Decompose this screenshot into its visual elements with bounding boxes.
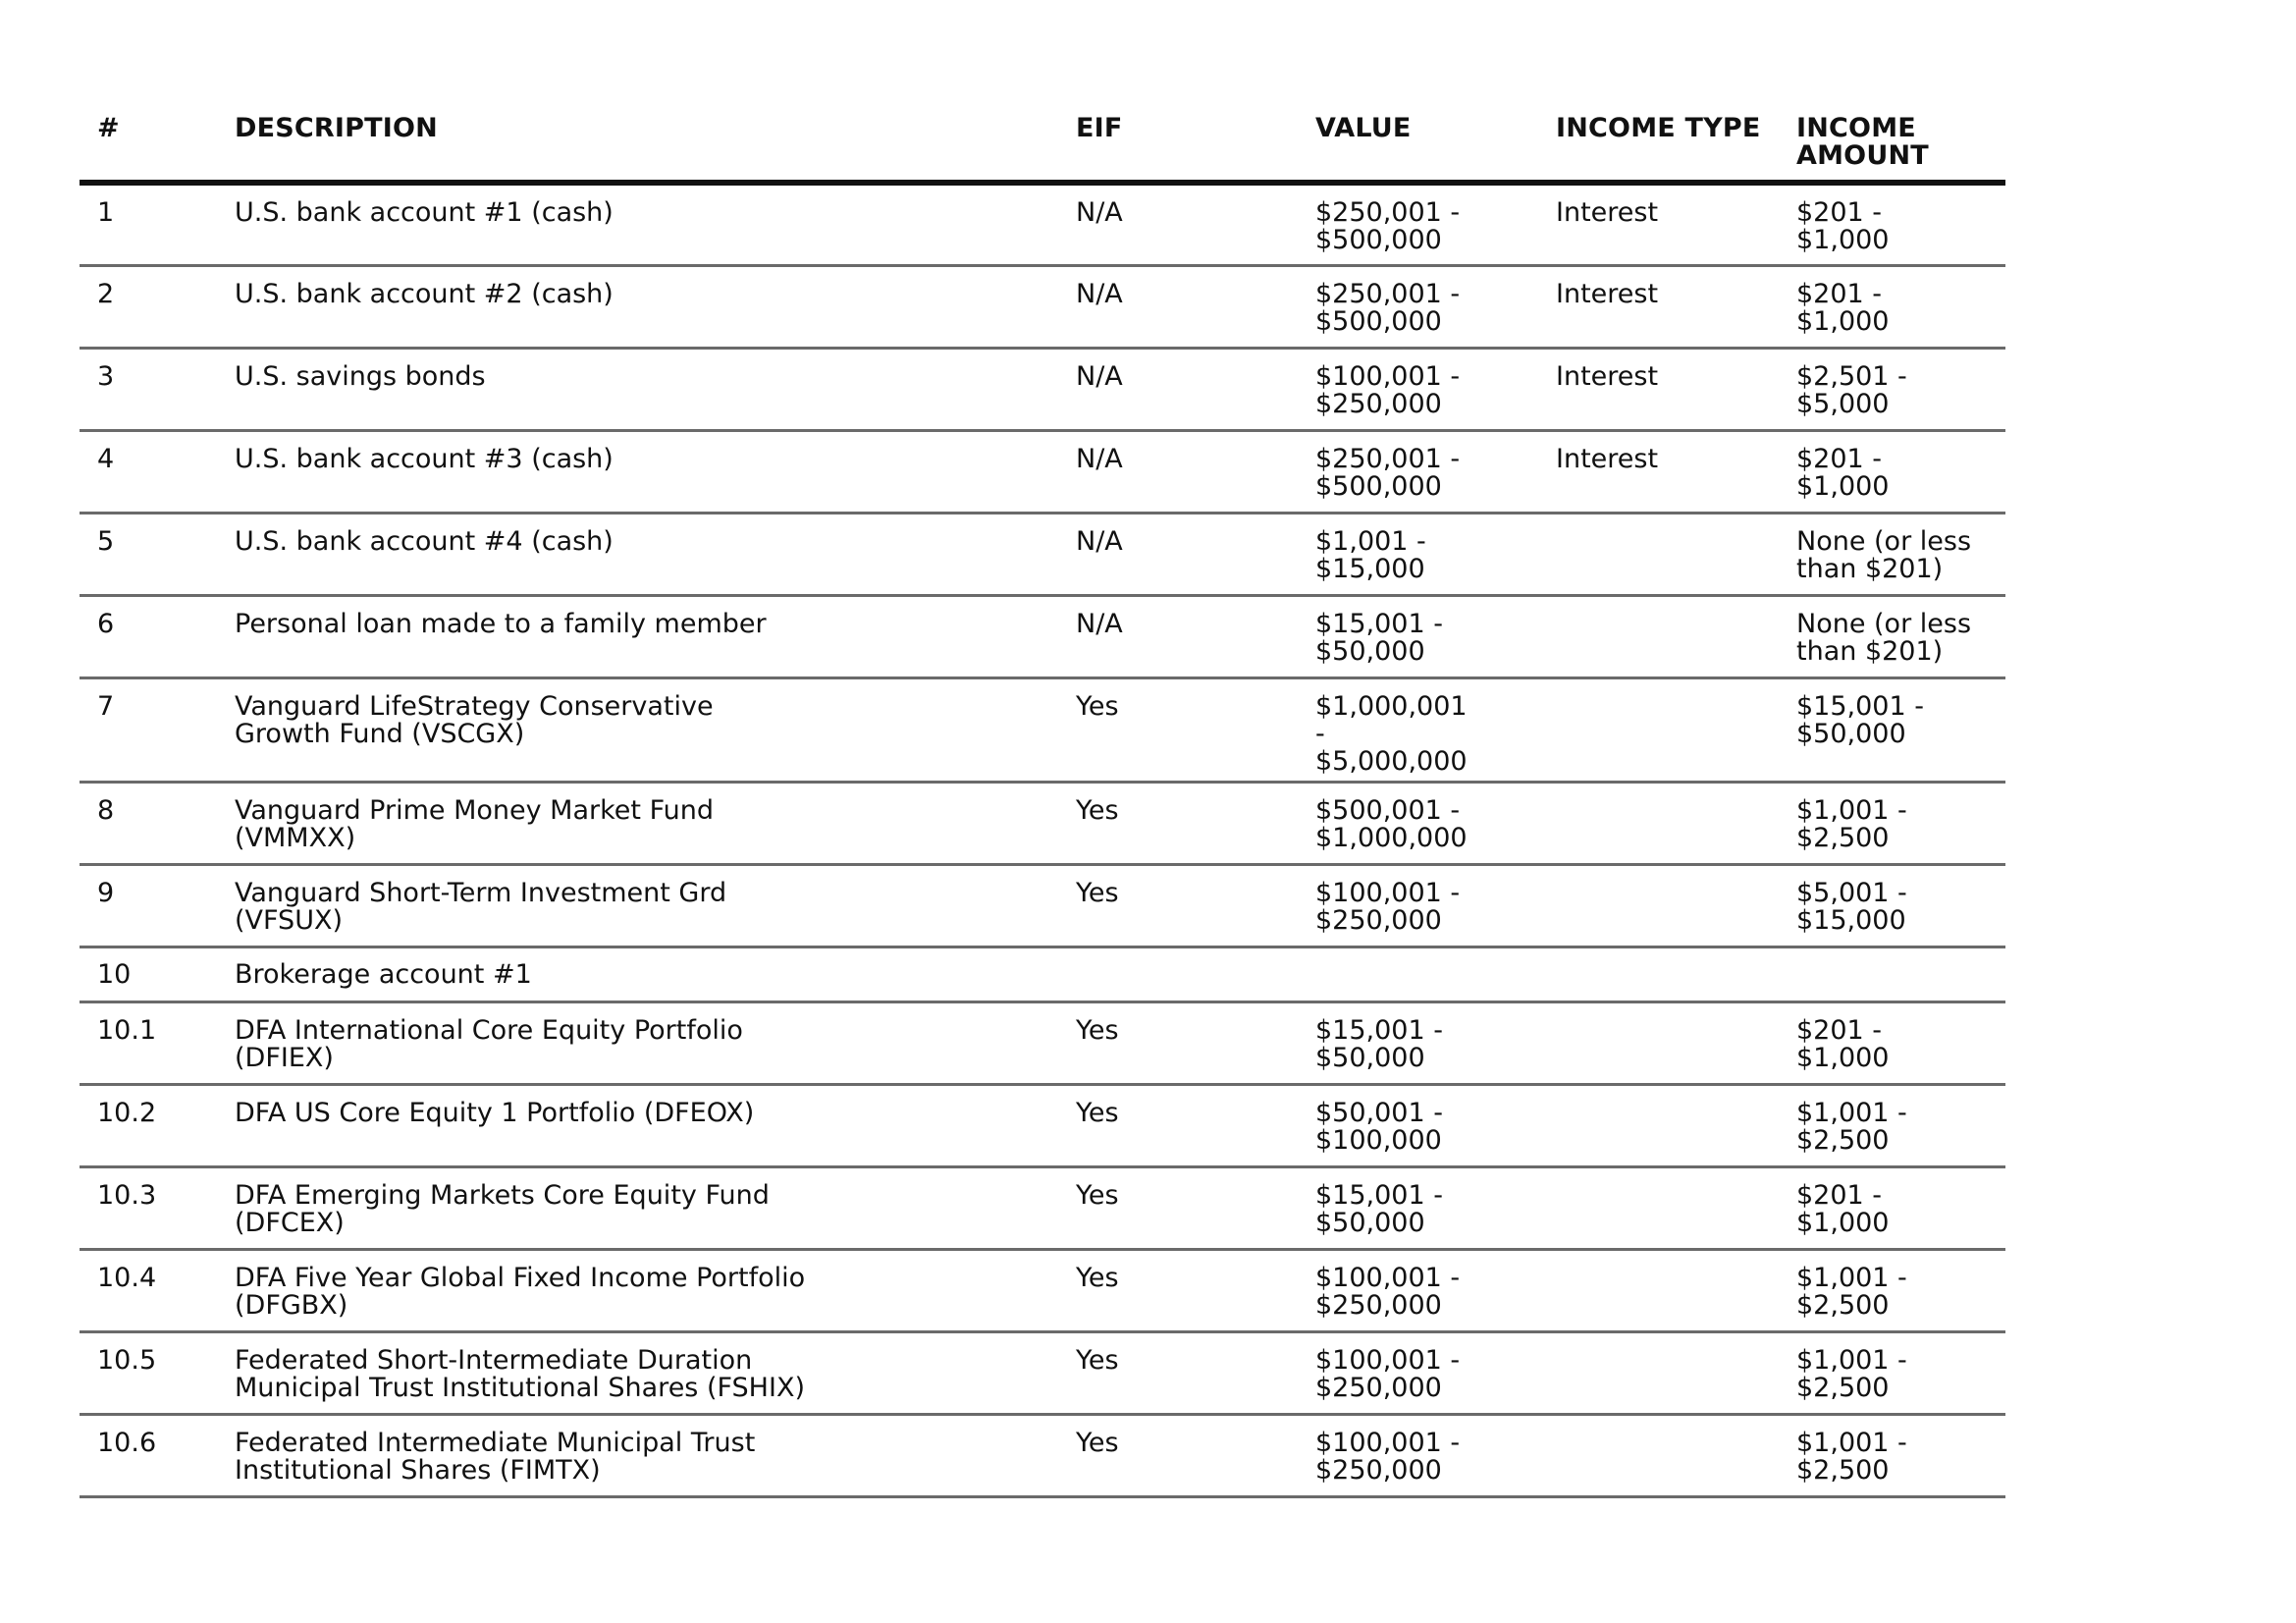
cell-value: [1298, 782, 1538, 864]
cell-income-type: [1538, 595, 1779, 677]
table-row: [80, 1166, 2005, 1249]
cell-description-text: Vanguard Short-Term Investment Grd (VFSUX): [235, 877, 727, 936]
cell-income-amount-text: $1,001 - $2,500: [1796, 1344, 1907, 1403]
cell-value: [1298, 677, 1538, 782]
cell-income-amount: [1779, 265, 2005, 348]
cell-income-type: [1538, 1249, 1779, 1331]
cell-eif: [1058, 513, 1298, 595]
cell-value-text: $15,001 - $50,000: [1315, 608, 1443, 667]
cell-value: [1298, 1166, 1538, 1249]
cell-income-amount-text: None (or less than $201): [1796, 525, 1972, 584]
header-income-type: INCOME TYPE: [1538, 108, 1779, 183]
table-body: [80, 183, 2005, 1496]
cell-num-text: 7: [97, 690, 115, 722]
cell-income-type-text: Interest: [1556, 278, 1659, 309]
cell-eif: [1058, 1166, 1298, 1249]
cell-description-text: U.S. bank account #2 (cash): [235, 278, 614, 309]
cell-num: [80, 348, 217, 430]
cell-num: [80, 1001, 217, 1084]
cell-eif: [1058, 348, 1298, 430]
header-value: VALUE: [1298, 108, 1538, 183]
cell-income-type: [1538, 1084, 1779, 1166]
cell-num-text: 10.5: [97, 1344, 157, 1376]
cell-eif-text: Yes: [1076, 794, 1119, 826]
table-row: [80, 864, 2005, 947]
cell-num: [80, 595, 217, 677]
header-eif: EIF: [1058, 108, 1298, 183]
cell-eif-text: Yes: [1076, 1427, 1119, 1458]
cell-income-type: [1538, 265, 1779, 348]
cell-income-amount: [1779, 1001, 2005, 1084]
table-row: [80, 348, 2005, 430]
cell-income-amount-text: $2,501 - $5,000: [1796, 360, 1907, 419]
cell-eif-text: Yes: [1076, 1097, 1119, 1128]
header-description: DESCRIPTION: [217, 108, 1058, 183]
table-row: [80, 513, 2005, 595]
cell-eif-text: Yes: [1076, 877, 1119, 908]
cell-value-text: $250,001 - $500,000: [1315, 197, 1461, 255]
cell-value-text: $100,001 - $250,000: [1315, 1262, 1461, 1321]
cell-value: [1298, 430, 1538, 513]
cell-income-amount: [1779, 947, 2005, 1001]
cell-value: [1298, 348, 1538, 430]
cell-num-text: 10: [97, 958, 132, 990]
cell-value: [1298, 1414, 1538, 1496]
cell-description: [217, 1001, 1058, 1084]
cell-num: [80, 513, 217, 595]
cell-num-text: 10.3: [97, 1179, 157, 1211]
cell-value-text: $100,001 - $250,000: [1315, 1344, 1461, 1403]
cell-description: [217, 513, 1058, 595]
cell-value: [1298, 265, 1538, 348]
table-row: [80, 1001, 2005, 1084]
table-row: [80, 677, 2005, 782]
cell-income-type: [1538, 1414, 1779, 1496]
cell-eif-text: Yes: [1076, 1179, 1119, 1211]
cell-description: [217, 348, 1058, 430]
cell-income-amount-text: None (or less than $201): [1796, 608, 1972, 667]
cell-eif-text: Yes: [1076, 690, 1119, 722]
cell-description-text: DFA International Core Equity Portfolio (DFIEX): [235, 1014, 743, 1073]
cell-value: [1298, 947, 1538, 1001]
cell-eif: [1058, 1331, 1298, 1414]
cell-description-text: Vanguard LifeStrategy Conservative Growth Fund (VSCGX): [235, 690, 714, 749]
cell-income-type: [1538, 677, 1779, 782]
cell-income-type: [1538, 1166, 1779, 1249]
cell-value-text: $100,001 - $250,000: [1315, 1427, 1461, 1486]
cell-income-type: [1538, 513, 1779, 595]
cell-income-amount: [1779, 1249, 2005, 1331]
cell-description-text: DFA Five Year Global Fixed Income Portfolio (DFGBX): [235, 1262, 806, 1321]
cell-eif: [1058, 595, 1298, 677]
cell-description: [217, 430, 1058, 513]
cell-num-text: 2: [97, 278, 115, 309]
cell-description-text: Personal loan made to a family member: [235, 608, 767, 639]
cell-income-amount: [1779, 677, 2005, 782]
cell-eif: [1058, 1414, 1298, 1496]
cell-income-amount: [1779, 595, 2005, 677]
cell-num: [80, 947, 217, 1001]
cell-income-type: [1538, 1001, 1779, 1084]
cell-description: [217, 1331, 1058, 1414]
cell-eif: [1058, 265, 1298, 348]
cell-num: [80, 1249, 217, 1331]
holdings-table: [80, 108, 2005, 1498]
cell-num-text: 10.4: [97, 1262, 157, 1293]
cell-value-text: $250,001 - $500,000: [1315, 278, 1461, 337]
cell-eif-text: Yes: [1076, 1014, 1119, 1046]
table-row: [80, 1414, 2005, 1496]
cell-num: [80, 1084, 217, 1166]
cell-num-text: 9: [97, 877, 115, 908]
cell-description: [217, 183, 1058, 265]
cell-eif-text: N/A: [1076, 443, 1123, 474]
cell-num: [80, 864, 217, 947]
cell-eif: [1058, 430, 1298, 513]
header-num: #: [80, 108, 217, 183]
cell-value: [1298, 513, 1538, 595]
cell-num-text: 3: [97, 360, 115, 392]
cell-income-amount: [1779, 1166, 2005, 1249]
cell-num: [80, 1414, 217, 1496]
cell-description-text: DFA Emerging Markets Core Equity Fund (DFCEX): [235, 1179, 770, 1238]
cell-value: [1298, 595, 1538, 677]
cell-num-text: 6: [97, 608, 115, 639]
cell-eif: [1058, 782, 1298, 864]
cell-eif-text: N/A: [1076, 525, 1123, 557]
cell-eif: [1058, 183, 1298, 265]
cell-income-amount: [1779, 1084, 2005, 1166]
cell-value: [1298, 1001, 1538, 1084]
cell-description: [217, 595, 1058, 677]
table-row: [80, 430, 2005, 513]
cell-income-amount-text: $201 - $1,000: [1796, 278, 1890, 337]
cell-description: [217, 864, 1058, 947]
cell-income-amount-text: $201 - $1,000: [1796, 1014, 1890, 1073]
cell-num: [80, 677, 217, 782]
cell-eif: [1058, 1001, 1298, 1084]
table-row: [80, 782, 2005, 864]
cell-eif: [1058, 947, 1298, 1001]
cell-description: [217, 265, 1058, 348]
cell-eif-text: Yes: [1076, 1344, 1119, 1376]
cell-description: [217, 1084, 1058, 1166]
cell-eif: [1058, 677, 1298, 782]
cell-income-type: [1538, 183, 1779, 265]
cell-num-text: 8: [97, 794, 115, 826]
cell-value-text: $100,001 - $250,000: [1315, 360, 1461, 419]
cell-description-text: Federated Short-Intermediate Duration Municipal Trust Institutional Shares (FSHIX): [235, 1344, 805, 1403]
cell-income-type: [1538, 782, 1779, 864]
cell-description-text: U.S. bank account #1 (cash): [235, 197, 614, 228]
cell-income-amount-text: $1,001 - $2,500: [1796, 794, 1907, 853]
cell-description: [217, 1166, 1058, 1249]
cell-value: [1298, 1331, 1538, 1414]
cell-value: [1298, 864, 1538, 947]
cell-eif-text: N/A: [1076, 360, 1123, 392]
cell-value-text: $15,001 - $50,000: [1315, 1179, 1443, 1238]
table-row: [80, 183, 2005, 265]
cell-num: [80, 430, 217, 513]
cell-income-amount-text: $1,001 - $2,500: [1796, 1262, 1907, 1321]
cell-description-text: U.S. bank account #4 (cash): [235, 525, 614, 557]
cell-income-amount: [1779, 183, 2005, 265]
table-row: [80, 265, 2005, 348]
cell-num-text: 4: [97, 443, 115, 474]
cell-income-amount-text: $5,001 - $15,000: [1796, 877, 1907, 936]
cell-income-type: [1538, 864, 1779, 947]
cell-value-text: $250,001 - $500,000: [1315, 443, 1461, 502]
cell-value-text: $1,001 - $15,000: [1315, 525, 1426, 584]
cell-income-type-text: Interest: [1556, 197, 1659, 228]
cell-num: [80, 183, 217, 265]
cell-description-text: Vanguard Prime Money Market Fund (VMMXX): [235, 794, 714, 853]
cell-eif: [1058, 864, 1298, 947]
cell-num-text: 1: [97, 197, 115, 228]
cell-description-text: Brokerage account #1: [235, 958, 532, 990]
cell-num: [80, 1331, 217, 1414]
cell-description: [217, 1414, 1058, 1496]
cell-description: [217, 1249, 1058, 1331]
cell-value: [1298, 1249, 1538, 1331]
cell-eif-text: N/A: [1076, 278, 1123, 309]
cell-num: [80, 265, 217, 348]
cell-eif: [1058, 1249, 1298, 1331]
cell-num-text: 10.1: [97, 1014, 157, 1046]
cell-income-type: [1538, 348, 1779, 430]
cell-description: [217, 782, 1058, 864]
cell-income-amount: [1779, 1414, 2005, 1496]
table-row: [80, 1249, 2005, 1331]
cell-value-text: $100,001 - $250,000: [1315, 877, 1461, 936]
cell-eif-text: N/A: [1076, 197, 1123, 228]
table-row: [80, 595, 2005, 677]
cell-income-amount-text: $201 - $1,000: [1796, 1179, 1890, 1238]
cell-income-amount-text: $201 - $1,000: [1796, 443, 1890, 502]
cell-income-amount-text: $1,001 - $2,500: [1796, 1097, 1907, 1156]
cell-value-text: $50,001 - $100,000: [1315, 1097, 1443, 1156]
cell-income-amount: [1779, 782, 2005, 864]
cell-num-text: 10.2: [97, 1097, 157, 1128]
cell-income-amount-text: $1,001 - $2,500: [1796, 1427, 1907, 1486]
cell-income-amount: [1779, 513, 2005, 595]
cell-income-amount: [1779, 348, 2005, 430]
table-header: [80, 108, 2005, 183]
cell-income-type: [1538, 430, 1779, 513]
cell-description-text: DFA US Core Equity 1 Portfolio (DFEOX): [235, 1097, 755, 1128]
cell-value: [1298, 1084, 1538, 1166]
cell-income-type: [1538, 947, 1779, 1001]
cell-description-text: U.S. bank account #3 (cash): [235, 443, 614, 474]
cell-income-type: [1538, 1331, 1779, 1414]
cell-value-text: $500,001 - $1,000,000: [1315, 794, 1468, 853]
table-row: [80, 1084, 2005, 1166]
cell-value-text: $15,001 - $50,000: [1315, 1014, 1443, 1073]
cell-eif-text: N/A: [1076, 608, 1123, 639]
cell-description-text: Federated Intermediate Municipal Trust Institutional Shares (FIMTX): [235, 1427, 756, 1486]
cell-description: [217, 677, 1058, 782]
table-row: [80, 947, 2005, 1001]
cell-income-amount-text: $201 - $1,000: [1796, 197, 1890, 255]
cell-income-amount: [1779, 864, 2005, 947]
cell-income-type-text: Interest: [1556, 360, 1659, 392]
cell-income-amount: [1779, 1331, 2005, 1414]
cell-income-amount: [1779, 430, 2005, 513]
cell-value-text: $1,000,001 - $5,000,000: [1315, 690, 1468, 777]
cell-value: [1298, 183, 1538, 265]
cell-num: [80, 1166, 217, 1249]
cell-description: [217, 947, 1058, 1001]
cell-eif-text: Yes: [1076, 1262, 1119, 1293]
header-income-amount-label: INCOME AMOUNT: [1796, 113, 1929, 171]
cell-num-text: 10.6: [97, 1427, 157, 1458]
cell-income-type-text: Interest: [1556, 443, 1659, 474]
header-row: [80, 108, 2005, 183]
cell-income-amount-text: $15,001 - $50,000: [1796, 690, 1924, 749]
header-income-amount: [1779, 108, 2005, 183]
cell-num: [80, 782, 217, 864]
table-row: [80, 1331, 2005, 1414]
cell-eif: [1058, 1084, 1298, 1166]
cell-description-text: U.S. savings bonds: [235, 360, 486, 392]
cell-num-text: 5: [97, 525, 115, 557]
